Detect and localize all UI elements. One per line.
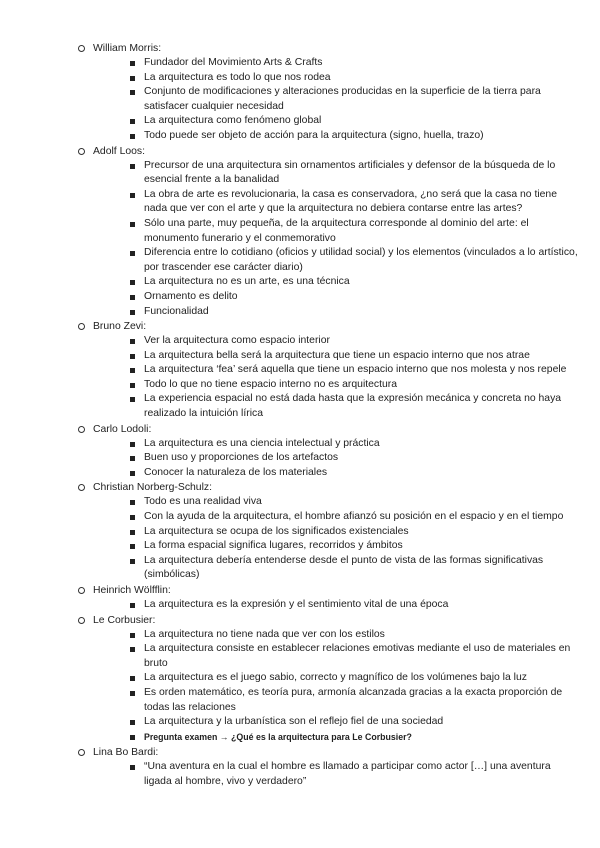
author-entry [78,745,578,789]
list-item [128,525,578,540]
author-name: Heinrich Wölfflin: [93,585,171,596]
list-item [128,85,578,114]
square-bullet-icon [130,720,135,725]
hollow-circle-bullet-icon [78,587,85,594]
list-item [128,598,578,613]
square-bullet-icon [130,471,135,476]
square-bullet-icon [130,676,135,681]
list-item-text: Todo puede ser objeto de acción para la arquitectura (signo, huella, trazo) [144,129,484,141]
square-bullet-icon [130,442,135,447]
outline-list [78,41,578,790]
hollow-circle-bullet-icon [78,323,85,330]
list-item-text: La arquitectura no tiene nada que ver con los estilos [144,628,385,640]
list-item-text: La obra de arte es revolucionaria, la casa es conservadora, ¿no será que la casa no tiene nada que ver con el arte y que la arquitectura no debiera contarse entre las artes? [144,188,557,215]
list-item [128,437,578,452]
list-item-text: Precursor de una arquitectura sin ornamentos artificiales y defensor de la búsqueda de lo esencial frente a la banalidad [144,159,556,186]
list-item [128,188,578,217]
author-item-list [93,437,578,481]
square-bullet-icon [130,193,135,198]
list-item-text: Ver la arquitectura como espacio interior [144,335,330,347]
list-item [128,71,578,86]
author-entry [78,422,578,481]
list-item [128,305,578,320]
list-item-text: Conocer la naturaleza de los materiales [144,466,328,478]
list-item [128,363,578,378]
hollow-circle-bullet-icon [78,148,85,155]
list-item [128,56,578,71]
author-item-list [93,56,578,144]
square-bullet-icon [130,765,135,770]
hollow-circle-bullet-icon [78,617,85,624]
list-item-text: Todo es una realidad viva [144,496,262,508]
list-item-text: Buen uso y proporciones de los artefactos [144,452,339,464]
exam-question-item [128,730,578,746]
list-item [128,275,578,290]
square-bullet-icon [130,691,135,696]
author-name: Carlo Lodoli: [93,423,152,435]
square-bullet-icon [130,90,135,95]
list-item-text: La arquitectura es todo lo que nos rodea [144,71,331,83]
exam-question-text: Pregunta examen → ¿Qué es la arquitectura para Le Corbusier? [144,731,412,742]
list-item [128,159,578,188]
square-bullet-icon [130,354,135,359]
list-item [128,495,578,510]
square-bullet-icon [130,251,135,256]
list-item [128,217,578,246]
square-bullet-icon [130,500,135,505]
list-item [128,671,578,686]
square-bullet-icon [130,530,135,535]
square-bullet-icon [130,310,135,315]
square-bullet-icon [130,280,135,285]
author-name: Bruno Zevi: [93,321,147,333]
list-item [128,392,578,421]
list-item-text: La forma espacial significa lugares, recorridos y ámbitos [144,540,403,552]
author-item-list [93,334,578,422]
author-entry [78,41,578,144]
author-name: Le Corbusier: [93,614,156,626]
square-bullet-icon [130,633,135,638]
list-item-text: La arquitectura como fenómeno global [144,115,322,127]
list-item-text: La arquitectura debería entenderse desde el punto de vista de las formas significativas (simbólicas) [144,554,544,581]
list-item [128,129,578,144]
author-entry [78,319,578,422]
square-bullet-icon [130,368,135,373]
list-item [128,510,578,525]
list-item [128,760,578,789]
author-item-list [93,598,578,613]
square-bullet-icon [130,295,135,300]
square-bullet-icon [130,397,135,402]
square-bullet-icon [130,735,135,740]
list-item-text: Es orden matemático, es teoría pura, armonía alcanzada gracias a la exacta proporción de todas las relaciones [144,686,563,713]
list-item-text: La arquitectura se ocupa de los significados existenciales [144,525,409,537]
list-item-text: La arquitectura es el juego sabio, correcto y magnífico de los volúmenes bajo la luz [144,672,527,684]
list-item-text: Conjunto de modificaciones y alteraciones producidas en la superficie de la tierra para satisfacer cualquier necesidad [144,86,541,112]
list-item [128,466,578,481]
square-bullet-icon [130,559,135,564]
list-item-text: Con la ayuda de la arquitectura, el hombre afianzó su posición en el espacio y en el tiempo [144,511,564,523]
square-bullet-icon [130,61,135,66]
list-item-text: La experiencia espacial no está dada hasta que la expresión mecánica y concreta no haya realizado la intuición lírica [144,393,562,420]
author-item-list [93,760,578,789]
hollow-circle-bullet-icon [78,45,85,52]
square-bullet-icon [130,134,135,139]
author-name: Lina Bo Bardi: [93,747,159,759]
hollow-circle-bullet-icon [78,426,85,433]
author-entry [78,144,578,320]
list-item-text: La arquitectura y la urbanística son el reflejo fiel de una sociedad [144,716,444,728]
square-bullet-icon [130,339,135,344]
square-bullet-icon [130,76,135,81]
list-item [128,539,578,554]
square-bullet-icon [130,383,135,388]
author-name: Christian Norberg-Schulz: [93,482,212,494]
square-bullet-icon [130,647,135,652]
square-bullet-icon [130,603,135,608]
list-item [128,628,578,643]
list-item [128,378,578,393]
author-name: William Morris: [93,43,162,54]
list-item-text: Ornamento es delito [144,290,238,302]
author-item-list [93,159,578,320]
author-item-list [93,495,578,583]
list-item-text: La arquitectura es la expresión y el sentimiento vital de una época [144,599,449,610]
list-item-text: Todo lo que no tiene espacio interno no es arquitectura [144,378,398,390]
hollow-circle-bullet-icon [78,484,85,491]
author-entry [78,583,578,613]
list-item-text: La arquitectura es una ciencia intelectual y práctica [144,437,380,449]
author-entry [78,480,578,583]
list-item-text: Funcionalidad [144,305,209,317]
list-item-text: Diferencia entre lo cotidiano (oficios y utilidad social) y los elementos (vinculados a lo artístico, por trascender ese carácter diario) [144,247,578,273]
list-item-text: La arquitectura no es un arte, es una técnica [144,276,350,288]
list-item-text: La arquitectura ‘fea’ será aquella que tiene un espacio interno que nos molesta y nos repele [144,364,567,376]
list-item-text: Fundador del Movimiento Arts & Crafts [144,57,323,68]
square-bullet-icon [130,515,135,520]
author-item-list [93,628,578,746]
list-item [128,686,578,715]
list-item [128,715,578,730]
hollow-circle-bullet-icon [78,749,85,756]
list-item [128,246,578,275]
list-item [128,451,578,466]
list-item [128,554,578,583]
list-item-text: La arquitectura bella será la arquitectura que tiene un espacio interno que nos atrae [144,349,530,361]
square-bullet-icon [130,456,135,461]
author-name: Adolf Loos: [93,145,145,157]
list-item-text: La arquitectura consiste en establecer relaciones emotivas mediante el uso de materiales en bruto [144,643,571,669]
square-bullet-icon [130,164,135,169]
square-bullet-icon [130,544,135,549]
list-item-text: Sólo una parte, muy pequeña, de la arquitectura corresponde al dominio del arte: el monumento funerario y el conmemorativo [144,217,529,244]
list-item-text: “Una aventura en la cual el hombre es llamado a participar como actor […] una aventura ligada al hombre, vivo y verdadero” [144,761,551,787]
author-entry [78,613,578,746]
list-item [128,334,578,349]
list-item [128,290,578,305]
list-item [128,349,578,364]
square-bullet-icon [130,119,135,124]
list-item [128,642,578,671]
square-bullet-icon [130,222,135,227]
list-item [128,114,578,129]
